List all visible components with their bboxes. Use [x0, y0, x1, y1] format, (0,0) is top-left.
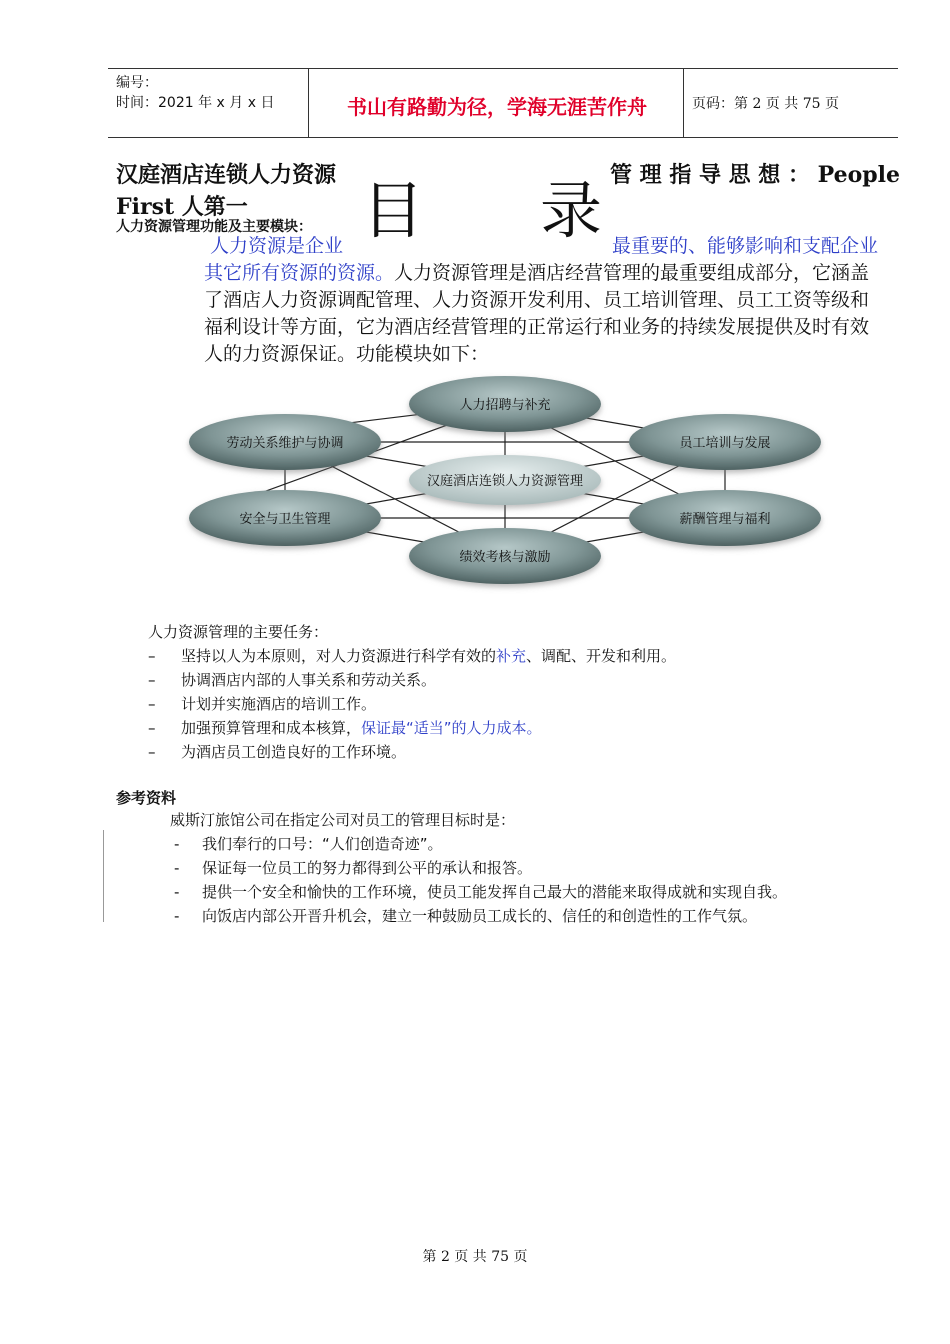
para-line-1-right: 最重要的、能够影响和支配企业 [612, 235, 879, 257]
toc-char-1: 目 [362, 174, 425, 247]
node-bottom-right-label: 薪酬管理与福利 [679, 512, 771, 527]
tasks-title: 人力资源管理的主要任务： [148, 623, 329, 641]
dash-bullet: – [148, 647, 156, 665]
task-5-text: 为酒店员工创造良好的工作环境。 [181, 743, 407, 761]
node-center-label: 汉庭酒店连锁人力资源管理 [426, 474, 584, 489]
node-top-left [189, 414, 381, 470]
list-item [170, 832, 787, 856]
reference-item-4: 向饭店内部公开晋升机会，建立一种鼓励员工成长的、信任的和创造性的工作气氛。 [202, 907, 758, 925]
section-subtitle: 人力资源管理功能及主要模块： [116, 219, 312, 235]
tasks-section [148, 620, 676, 764]
toc-char-2: 录 [540, 174, 603, 247]
task-4-text: 加强预算管理和成本核算， [181, 719, 362, 737]
task-1-highlight: 补充 [496, 647, 527, 665]
dash-bullet: - [174, 883, 180, 901]
reference-intro: 威斯汀旅馆公司在指定公司对员工的管理目标时是： [170, 811, 516, 829]
number-label: 编号： [116, 75, 158, 91]
list-item [148, 692, 676, 716]
para-line-2-rest: 人力资源管理是酒店经营管理的最重要组成部分，它涵盖 [394, 262, 870, 284]
list-item [148, 644, 676, 668]
task-1-tail: 、调配、开发和利用。 [526, 647, 677, 665]
para-line-4: 福利设计等方面，它为酒店经营管理的正常运行和业务的持续发展提供及时有效 [204, 316, 870, 338]
reference-item-1: 我们奉行的口号：“人们创造奇迹”。 [202, 835, 443, 853]
dash-bullet: - [174, 835, 180, 853]
title-right-1: 管 理 指 导 思 想 ： People [610, 162, 900, 188]
header-motto: 书山有路勤为径，学海无涯苦作舟 [347, 95, 647, 119]
node-bottom-left-label: 安全与卫生管理 [239, 512, 331, 527]
reference-section [170, 808, 787, 928]
header-meta [116, 73, 274, 113]
dash-bullet: - [174, 907, 180, 925]
node-top-right-label: 员工培训与发展 [679, 436, 771, 451]
node-top-left-label: 劳动关系维护与协调 [226, 436, 344, 451]
time-label: 时间：2021 年 x 月 x 日 [116, 95, 275, 111]
dash-bullet: – [148, 695, 156, 713]
list-item [148, 668, 676, 692]
para-line-2-blue: 其它所有资源的资源。 [204, 262, 395, 284]
node-bottom-label: 绩效考核与激励 [459, 550, 551, 565]
list-item [170, 880, 787, 904]
node-top [409, 376, 601, 432]
node-center [409, 455, 601, 505]
node-bottom-right [629, 490, 821, 546]
para-line-3: 了酒店人力资源调配管理、人力资源开发利用、员工培训管理、员工工资等级和 [204, 289, 870, 311]
node-bottom-left [189, 490, 381, 546]
node-top-label: 人力招聘与补充 [459, 398, 551, 413]
title-left-2: First 人第一 [116, 194, 248, 220]
reference-title: 参考资料 [116, 789, 177, 807]
task-4-highlight: 保证最“适当”的人力成本。 [361, 719, 542, 737]
hr-modules-diagram [180, 378, 771, 588]
page-header [108, 68, 898, 138]
node-top-right [629, 414, 821, 470]
para-line-1-left: 人力资源是企业 [210, 235, 344, 257]
header-divider [308, 69, 309, 137]
dash-bullet: - [174, 859, 180, 877]
task-2-text: 协调酒店内部的人事关系和劳动关系。 [181, 671, 437, 689]
list-item [170, 904, 787, 928]
para-line-5: 人的力资源保证。功能模块如下： [204, 343, 490, 365]
dash-bullet: – [148, 671, 156, 689]
page-footer: 第 2 页 共 75 页 [422, 1249, 528, 1265]
list-item [148, 716, 676, 740]
header-page-info: 页码：第 2 页 共 75 页 [692, 96, 839, 112]
margin-bar [103, 830, 104, 922]
node-bottom [409, 528, 601, 584]
para-line-2 [204, 260, 894, 287]
dash-bullet: – [148, 743, 156, 761]
list-item [148, 740, 676, 764]
list-item [170, 856, 787, 880]
task-1-text: 坚持以人为本原则，对人力资源进行科学有效的 [181, 647, 497, 665]
task-3-text: 计划并实施酒店的培训工作。 [181, 695, 377, 713]
title-left-1: 汉庭酒店连锁人力资源 [116, 162, 337, 188]
dash-bullet: – [148, 719, 156, 737]
reference-item-3: 提供一个安全和愉快的工作环境，使员工能发挥自己最大的潜能来取得成就和实现自我。 [202, 883, 788, 901]
reference-item-2: 保证每一位员工的努力都得到公平的承认和报答。 [202, 859, 533, 877]
